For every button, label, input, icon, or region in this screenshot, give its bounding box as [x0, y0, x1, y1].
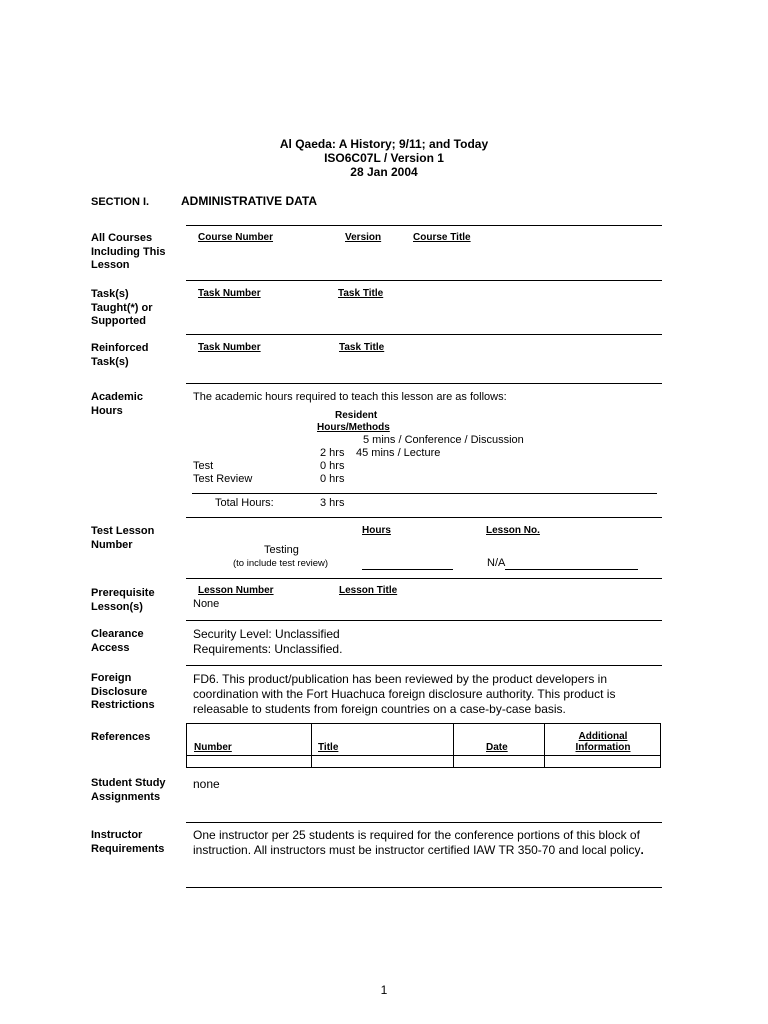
instructor-sentence: One instructor per 25 students is required for the conference portions of this block of instruction. All instructors must be instructor certified IAW TR 350-70 and local policy [193, 828, 641, 857]
lesson-number-header: Lesson Number [198, 585, 274, 596]
divider [186, 334, 662, 335]
lecture-hours: 2 hrs [320, 447, 345, 459]
lesson-no-value: N/A [487, 557, 506, 569]
document-title: Al Qaeda: A History; 9/11; and Today [279, 137, 489, 151]
total-hours-label: Total Hours: [215, 497, 274, 509]
divider [186, 225, 662, 226]
ref-number-header: Number [194, 742, 232, 753]
hours-methods-header: Hours/Methods [317, 422, 390, 433]
foreign-label: Foreign Disclosure Restrictions [91, 672, 155, 711]
course-number-header: Course Number [198, 232, 274, 243]
study-value: none [193, 777, 220, 791]
security-level: Security Level: Unclassified [193, 627, 340, 641]
table-row-divider [187, 755, 660, 756]
academic-intro: The academic hours required to teach this lesson are as follows: [193, 391, 507, 403]
resident-header: Resident [335, 410, 378, 421]
course-title-header: Course Title [413, 232, 471, 243]
section-number: SECTION I. [91, 196, 150, 208]
lesson-no-blank-line [505, 569, 638, 570]
references-table [186, 723, 661, 768]
lecture-row: 45 mins / Lecture [356, 447, 441, 459]
page-number: 1 [380, 983, 388, 997]
divider [186, 620, 662, 621]
instructor-label: Instructor Requirements [91, 829, 165, 855]
instructor-period: . [640, 843, 644, 857]
task-title-header: Task Title [338, 288, 384, 299]
ref-title-header: Title [318, 742, 339, 753]
clearance-label: Clearance Access [91, 628, 144, 654]
study-label: Student Study Assignments [91, 777, 166, 803]
divider [186, 665, 662, 666]
version-header: Version [345, 232, 382, 243]
prereq-label: Prerequisite Lesson(s) [91, 587, 155, 613]
instructor-text [193, 828, 655, 858]
clearance-requirements: Requirements: Unclassified. [193, 642, 343, 656]
document-code: ISO6C07L / Version 1 [324, 151, 444, 165]
section-title: ADMINISTRATIVE DATA [181, 194, 317, 208]
ref-date-header: Date [486, 742, 508, 753]
hours-header: Hours [362, 525, 391, 536]
reinforced-label: Reinforced Task(s) [91, 342, 149, 368]
test-label: Test [193, 460, 214, 472]
column-divider [311, 724, 312, 767]
task-number-header: Task Number [198, 288, 261, 299]
divider [186, 383, 662, 384]
testing-note: (to include test review) [233, 558, 329, 569]
testing-label: Testing [264, 544, 299, 556]
test-review-label: Test Review [193, 473, 253, 485]
references-label: References [91, 731, 151, 743]
total-hours-value: 3 hrs [320, 497, 345, 509]
test-lesson-label: Test Lesson Number [91, 525, 155, 551]
document-date: 28 Jan 2004 [350, 165, 418, 179]
ref-info-header-2: Information [575, 742, 631, 753]
divider [186, 578, 662, 579]
lesson-title-header: Lesson Title [339, 585, 398, 596]
hours-blank-line [362, 569, 453, 570]
divider [186, 887, 662, 888]
test-value: 0 hrs [320, 460, 345, 472]
test-review-value: 0 hrs [320, 473, 345, 485]
foreign-text: FD6. This product/publication has been reviewed by the product developers in coordination with the Fort Huachuca foreign disclosure authority. This product is releasable to students from foreign countries on a case-by-case basis. [193, 672, 616, 716]
reinforced-task-number-header: Task Number [198, 342, 261, 353]
column-divider [453, 724, 454, 767]
prereq-value: None [193, 598, 220, 610]
divider [186, 822, 662, 823]
lesson-no-header: Lesson No. [486, 525, 540, 536]
reinforced-task-title-header: Task Title [339, 342, 385, 353]
tasks-label: Task(s) Taught(*) or Supported [91, 288, 153, 327]
ref-info-header-1: Additional [578, 731, 628, 742]
academic-label: Academic Hours [91, 391, 143, 417]
divider [192, 493, 657, 494]
divider [186, 517, 662, 518]
courses-label: All Courses Including This Lesson [91, 232, 166, 271]
divider [186, 280, 662, 281]
conference-row: 5 mins / Conference / Discussion [363, 434, 524, 446]
